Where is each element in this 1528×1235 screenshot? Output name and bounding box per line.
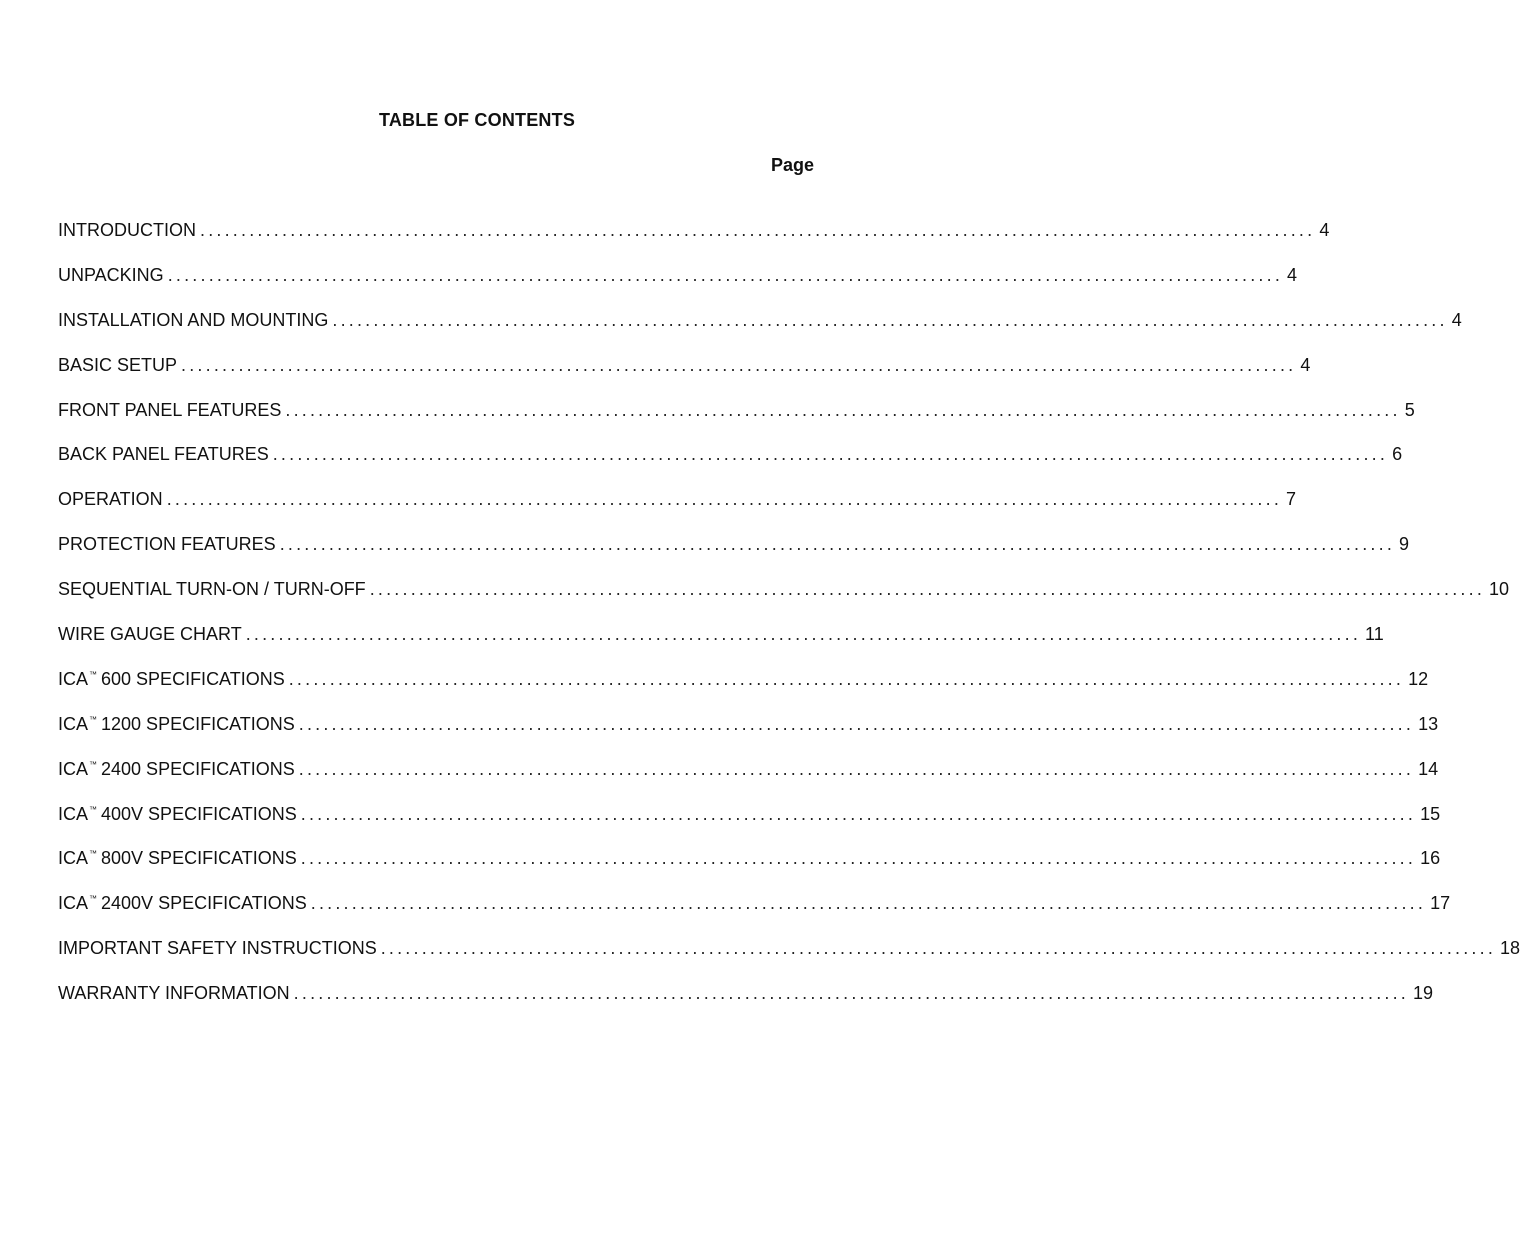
toc-entry-title: IMPORTANT SAFETY INSTRUCTIONS [58,938,377,959]
trademark-symbol: ™ [89,849,98,859]
document-title: TABLE OF CONTENTS [378,110,576,130]
toc-entry-title [58,669,289,690]
toc-entry-title-suffix: 1200 SPECIFICATIONS [101,713,295,734]
toc-entry-title: WARRANTY INFORMATION [58,983,290,1004]
toc-entry-warranty-information[interactable] [58,983,1434,1028]
toc-entry-title: OPERATION [58,489,163,510]
trademark-symbol: ™ [89,894,98,904]
toc-entry-title: PROTECTION FEATURES [58,534,276,555]
product-name: ICA [58,668,89,689]
toc-entry-protection-features[interactable] [58,534,1410,579]
toc-entry-title [58,848,301,869]
toc-entry-page: 14 [1418,758,1439,779]
toc-entry-operation[interactable] [58,489,1297,534]
toc-entry-ica-600-specifications[interactable] [58,668,1429,714]
trademark-symbol: ™ [89,759,98,769]
toc-entry-title: BACK PANEL FEATURES [58,444,269,465]
toc-entry-page: 4 [1451,309,1462,330]
trademark-symbol: ™ [89,714,98,724]
page-column-heading: Page [771,155,815,175]
toc-entry-title-suffix: 400V SPECIFICATIONS [101,803,297,824]
toc-entry-basic-setup[interactable] [58,354,1311,400]
dot-leader: ........................................................................................................................................ [245,624,1362,645]
dot-leader: ........................................................................................................................................ [300,803,1417,824]
product-name: ICA [58,758,89,779]
product-name: ICA [58,803,89,824]
toc-entry-ica-1200-specifications[interactable] [58,713,1439,759]
toc-entry-page: 17 [1430,893,1451,914]
toc-entry-title: UNPACKING [58,264,164,285]
toc-entry-title: WIRE GAUGE CHART [58,624,242,645]
product-name: ICA [58,848,89,869]
toc-entry-page: 19 [1413,983,1434,1004]
dot-leader: ........................................................................................................................................ [285,399,1401,420]
dot-leader: ........................................................................................................................................ [272,444,1389,465]
toc-entry-page: 4 [1319,220,1330,240]
toc-entry-title [58,893,311,914]
toc-entry-page: 15 [1420,803,1441,824]
toc-entry-ica-2400v-specifications[interactable] [58,893,1451,938]
toc-entry-title: INSTALLATION AND MOUNTING [58,309,329,330]
toc-entry-ica-400v-specifications[interactable] [58,803,1441,849]
toc-entry-page: 4 [1300,354,1311,375]
toc-entry-unpacking[interactable] [58,264,1298,310]
dot-leader: ........................................................................................................................................ [298,758,1415,779]
dot-leader: ........................................................................................................................................ [167,264,1284,285]
dot-leader: ........................................................................................................................................ [293,983,1410,1004]
toc-entry-wire-gauge-chart[interactable] [58,624,1384,669]
toc-entry-important-safety-instructions[interactable] [58,938,1521,983]
toc-entry-introduction[interactable] [58,220,1330,265]
toc-entry-page: 9 [1399,534,1410,555]
dot-leader: ........................................................................................................................................ [279,534,1396,555]
toc-entry-page: 7 [1286,489,1297,510]
toc-entry-title [58,804,301,825]
toc-entry-page: 5 [1404,399,1415,420]
toc-entry-page: 10 [1489,579,1510,600]
toc-entry-title: INTRODUCTION [58,220,196,240]
toc-entry-title-suffix: 2400 SPECIFICATIONS [101,758,295,779]
toc-entry-page: 18 [1500,938,1521,959]
dot-leader: ........................................................................................................................................ [300,848,1417,869]
toc-entry-front-panel-features[interactable] [58,399,1415,445]
toc-entry-title-suffix: 800V SPECIFICATIONS [101,848,297,869]
dot-leader: ........................................................................................................................................ [380,938,1497,959]
toc-entry-title [58,759,299,780]
dot-leader: ........................................................................................................................................ [181,354,1297,375]
toc-entry-title: SEQUENTIAL TURN-ON / TURN-OFF [58,579,366,600]
toc-entry-page: 6 [1392,444,1403,465]
table-of-contents [58,220,1521,1028]
toc-entry-page: 4 [1287,264,1298,285]
toc-entry-title: BASIC SETUP [58,354,178,375]
trademark-symbol: ™ [89,804,98,814]
toc-entry-back-panel-features[interactable] [58,444,1403,489]
trademark-symbol: ™ [89,669,98,679]
dot-leader: ........................................................................................................................................ [200,220,1316,240]
dot-leader: ........................................................................................................................................ [298,713,1415,734]
toc-entry-installation-and-mounting[interactable] [58,309,1462,355]
toc-entry-page: 12 [1408,668,1429,689]
dot-leader: ........................................................................................................................................ [288,668,1405,689]
toc-entry-page: 16 [1420,848,1441,869]
dot-leader: ........................................................................................................................................ [166,489,1283,510]
toc-entry-title [58,714,299,735]
toc-entry-ica-2400-specifications[interactable] [58,758,1439,804]
product-name: ICA [58,893,89,914]
toc-entry-ica-800v-specifications[interactable] [58,848,1441,893]
dot-leader: ........................................................................................................................................ [369,579,1486,600]
product-name: ICA [58,713,89,734]
toc-entry-page: 13 [1418,713,1439,734]
toc-entry-title: FRONT PANEL FEATURES [58,399,282,420]
dot-leader: ........................................................................................................................................ [310,893,1427,914]
toc-entry-page: 11 [1365,624,1384,645]
toc-entry-title-suffix: 2400V SPECIFICATIONS [101,893,307,914]
toc-entry-title-suffix: 600 SPECIFICATIONS [101,668,285,689]
toc-entry-sequential-turn-on-turn-off[interactable] [58,579,1510,624]
dot-leader: ........................................................................................................................................ [332,309,1448,330]
